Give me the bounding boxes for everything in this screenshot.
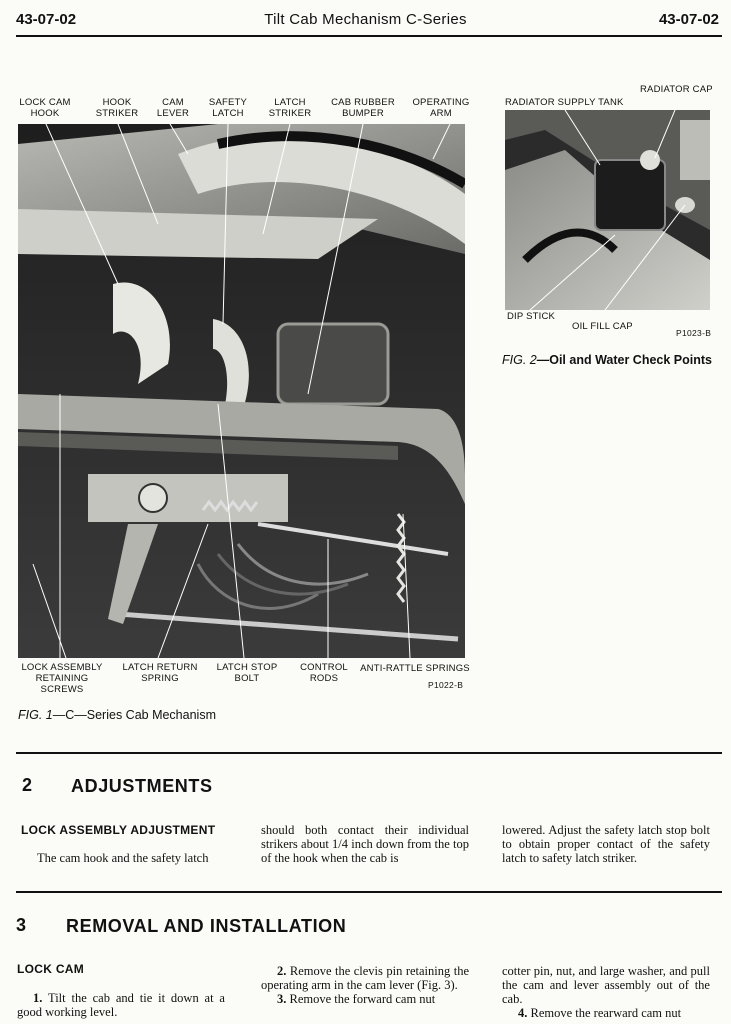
label-oil-fill-cap: OIL FILL CAP xyxy=(572,321,633,332)
lock-assembly-adjustment-heading: LOCK ASSEMBLY ADJUSTMENT xyxy=(21,823,216,837)
page-title: Tilt Cab Mechanism C-Series xyxy=(264,11,467,28)
section-3-title: REMOVAL AND INSTALLATION xyxy=(66,916,347,936)
section-2-number: 2 xyxy=(22,775,33,795)
section-3-col-1: 1. Tilt the cab and tie it down at a good working level. xyxy=(17,991,225,1019)
label-operating-arm: OPERATING ARM xyxy=(412,97,470,119)
section-3-rule xyxy=(16,891,722,893)
section-2-col-3: lowered. Adjust the safety latch stop bolt to obtain proper contact of the safety latch to safety latch striker. xyxy=(502,823,710,865)
engine-compartment-illustration xyxy=(505,110,710,310)
oil-water-check-photo xyxy=(505,110,710,310)
label-anti-rattle-springs: ANTI-RATTLE SPRINGS xyxy=(360,663,470,674)
label-cab-rubber-bumper: CAB RUBBER BUMPER xyxy=(331,97,395,119)
page-number-left: 43-07-02 xyxy=(16,11,77,28)
label-lock-cam-hook: LOCK CAM HOOK xyxy=(19,97,71,119)
cab-mechanism-photo xyxy=(18,124,465,658)
section-2-col-1: The cam hook and the safety latch xyxy=(37,851,209,865)
section-2-rule xyxy=(16,752,722,754)
label-radiator-supply-tank: RADIATOR SUPPLY TANK xyxy=(505,97,624,108)
section-3-number: 3 xyxy=(16,915,27,935)
page-number-right: 43-07-02 xyxy=(658,11,719,28)
label-control-rods: CONTROL RODS xyxy=(300,662,348,684)
header-rule xyxy=(16,35,722,37)
label-hook-striker: HOOK STRIKER xyxy=(95,97,139,119)
figure-2-caption: FIG. 2—Oil and Water Check Points xyxy=(502,353,712,367)
label-cam-lever: CAM LEVER xyxy=(156,97,190,119)
label-dip-stick: DIP STICK xyxy=(507,311,556,322)
cab-mechanism-illustration xyxy=(18,124,465,658)
section-3-col-2: 2. Remove the clevis pin retaining the operating arm in the cam lever (Fig. 3). 3. Remove the forward cam nut xyxy=(261,964,469,1006)
label-safety-latch: SAFETY LATCH xyxy=(208,97,248,119)
section-2-title: ADJUSTMENTS xyxy=(71,776,213,796)
label-radiator-cap: RADIATOR CAP xyxy=(640,84,713,95)
figure-1-code: P1022-B xyxy=(428,680,464,690)
label-lock-assembly-retaining-screws: LOCK ASSEMBLY RETAINING SCREWS xyxy=(21,662,103,695)
figure-1-caption: FIG. 1—C—Series Cab Mechanism xyxy=(18,708,216,722)
section-3-col-3: cotter pin, nut, and large washer, and pull the cam and lever assembly out of the cab. 4. Remove the rearward cam nut xyxy=(502,964,710,1020)
label-latch-return-spring: LATCH RETURN SPRING xyxy=(122,662,198,684)
lock-cam-heading: LOCK CAM xyxy=(17,962,85,976)
section-2-col-2: should both contact their individual strikers about 1/4 inch down from the top of the hook when the cab is xyxy=(261,823,469,865)
label-latch-stop-bolt: LATCH STOP BOLT xyxy=(216,662,278,684)
figure-2-code: P1023-B xyxy=(676,328,712,338)
label-latch-striker: LATCH STRIKER xyxy=(268,97,312,119)
